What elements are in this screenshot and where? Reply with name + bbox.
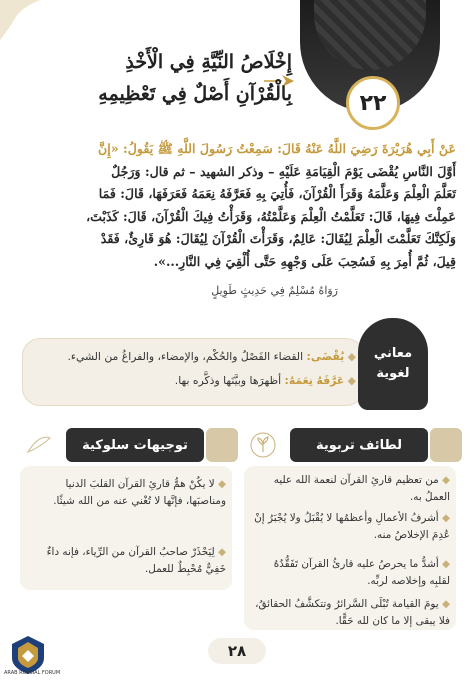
- hadith-line-1: عَنْ أَبِي هُرَيْرَةَ رَضِيَ اللَّهُ عَنْهُ قَالَ: سَمِعْتُ رَسُولَ اللَّهِ ﷺ يَقُولُ: «إِنَّ: [98, 141, 456, 156]
- forum-logo-text: ARAB RUSSIAL FORUM: [4, 670, 61, 676]
- hadith-line-3: تَعَلَّمَ الْعِلْمَ وَعَلَّمَهُ وَقَرَأَ الْقُرْآنَ، فَأُتِيَ بِهِ فَعَرَّفَهُ نِعَمَهُ فَعَرَفَهَا، قَالَ: فَمَا: [98, 186, 456, 201]
- leaf-ornament-icon: [26, 432, 52, 458]
- hadith-text: [24, 138, 456, 273]
- meaning-text: أظهرَها وبيَّنَها وذكَّره بها.: [174, 374, 285, 387]
- meaning-item: [175, 374, 356, 387]
- lesson-title: [22, 46, 292, 120]
- title-line-2: بِالْقُرْآنِ أَصْلٌ فِي تَعْظِيمِهِ: [98, 83, 292, 105]
- educational-notes-tab: [430, 428, 462, 462]
- hadith-line-2: أَوَّلَ النَّاسِ يُقْضَى يَوْمَ الْقِيَامَةِ عَلَيْهِ – وذكر الشهيد – ثم قال: وَرَجُلٌ: [111, 163, 456, 179]
- educational-notes-header: [290, 428, 428, 462]
- bullet-icon: ◆: [214, 478, 226, 490]
- hadith-line-4: عَمِلْتَ فِيهَا، قَالَ: تَعَلَّمْتُ الْعِلْمَ وَعَلَّمْتُهُ، وَقَرَأْتُ فِيكَ الْقُرْآنَ، قَالَ: كَذَبْتَ،: [86, 208, 456, 224]
- lesson-number: ٢٢: [346, 76, 400, 130]
- title-line-1: إِخْلَاصُ النِّيَّةِ فِي الْأَخْذِ: [125, 51, 292, 73]
- meaning-key: يُقْضَى:: [306, 350, 345, 363]
- meaning-text: القضاء الفَصْلُ والحُكْم، والإمضاء، والفراغُ من الشيء.: [67, 350, 307, 363]
- note-text: أشدُّ ما يحرصُ عليه قارئُ القرآن تَفَقُّدُهُ لقلبِه وإخلاصه لربِّه.: [273, 558, 450, 587]
- behavioral-guidance-item: [26, 476, 226, 510]
- educational-note-item: [250, 556, 450, 590]
- behavioral-guidance-item: [26, 544, 226, 578]
- note-text: يومَ القيامة تُبْلَى السَّرائرُ وتتكشَّفُ الحقائقُ، فلا يبقى إلا ما كان لله حَقًّا.: [255, 598, 450, 627]
- plant-icon: [250, 432, 276, 458]
- badge-line-1: معاني: [373, 346, 413, 361]
- page-number: ٢٨: [208, 638, 266, 664]
- hadith-narrator: رَوَاهُ مُسْلِمٌ فِي حَدِيثٍ طَوِيلٍ: [211, 284, 338, 297]
- linguistic-meanings-section: [22, 318, 452, 410]
- educational-note-item: [250, 510, 450, 544]
- lantern-pattern: [314, 0, 426, 70]
- guidance-text: لا يكُنْ همُّ قارئِ القرآن القلبَ الدنيا ومناصبَها، فإنَّها لا تُغْني عنه من الله شيئًا.: [53, 478, 226, 507]
- bullet-icon: ◆: [438, 558, 450, 570]
- behavioral-guidance-title: توجيهات سلوكية: [82, 437, 188, 453]
- linguistic-meanings-badge: [358, 318, 428, 410]
- corner-ornament-icon: [0, 0, 40, 40]
- behavioral-guidance-tab: [206, 428, 238, 462]
- note-text: من تعظيم قارئِ القرآن لنعمة الله عليه العملُ به.: [273, 474, 450, 503]
- hadith-line-5: وَلَكِنَّكَ تَعَلَّمْتَ الْعِلْمَ لِيُقَالَ: عَالِمٌ، وَقَرَأْتَ الْقُرْآنَ لِيُقَالَ: هُوَ قَارِئٌ، فَقَدْ: [100, 231, 456, 246]
- badge-line-2: لغوية: [376, 366, 410, 381]
- educational-note-item: [250, 596, 450, 630]
- hadith-line-6: قِيلَ، ثُمَّ أُمِرَ بِهِ فَسُحِبَ عَلَى وَجْهِهِ حَتَّى أُلْقِيَ فِي النَّارِ...».: [153, 253, 456, 269]
- linguistic-meanings-box: [22, 338, 364, 406]
- meaning-key: عَرَّفَهُ نِعَمَهُ:: [284, 374, 345, 387]
- educational-notes-title: لطائف تربوية: [315, 437, 403, 453]
- meaning-item: [67, 350, 356, 363]
- bullet-icon: ◆: [438, 598, 450, 610]
- bullet-icon: ◆: [438, 512, 450, 524]
- educational-note-item: [250, 472, 450, 506]
- bullet-icon: ◆: [438, 474, 450, 486]
- bullet-icon: ◆: [344, 350, 356, 363]
- behavioral-guidance-header: [66, 428, 204, 462]
- note-text: أشرفُ الأعمالِ وأعظمُها لا يُقْبَلُ ولا يُجْبَرُ إنْ عُدِمَ الإخلاصُ منه.: [254, 512, 450, 541]
- guidance-text: لِيَحْذَرْ صاحبُ القرآن من الرِّياء، فإنه داءٌ خَفِيٌّ مُحْبِطٌ للعمل.: [46, 546, 226, 575]
- bullet-icon: ◆: [344, 374, 356, 387]
- bullet-icon: ◆: [214, 546, 226, 558]
